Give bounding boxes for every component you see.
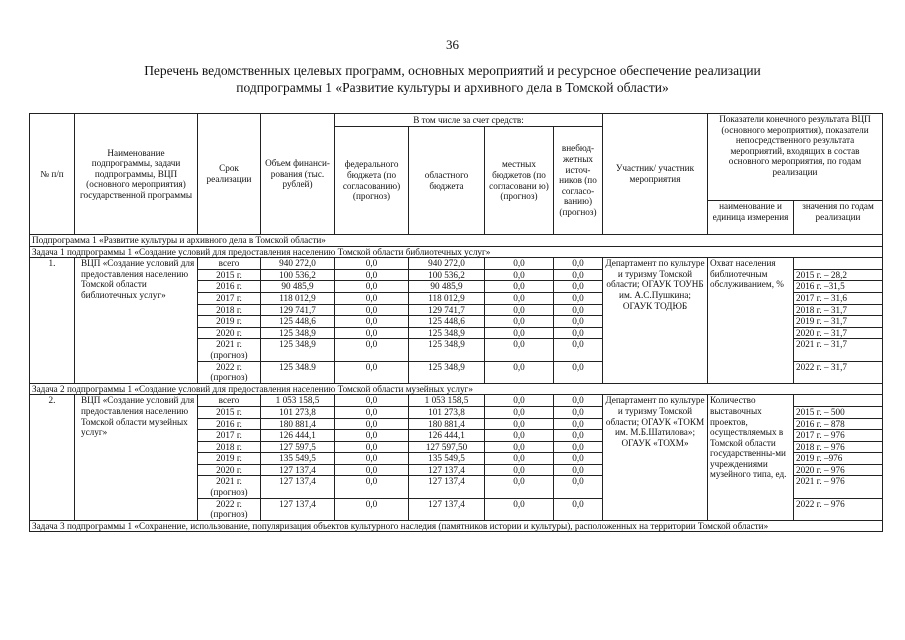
cell-federal: 0,0 — [335, 258, 409, 270]
cell-extra: 0,0 — [554, 418, 603, 430]
cell-regional: 125 348,9 — [409, 339, 485, 361]
cell-term: всего — [198, 258, 261, 270]
cell-term: 2020 г. — [198, 327, 261, 339]
cell-federal: 0,0 — [335, 269, 409, 281]
program1-indicator: Охват населения библиотечным обслуживанием, % — [708, 258, 794, 384]
cell-regional: 125 348,9 — [409, 361, 485, 383]
cell-regional: 127 597,50 — [409, 441, 485, 453]
cell-value: 2020 г. – 976 — [794, 464, 883, 476]
cell-local: 0,0 — [485, 339, 554, 361]
cell-regional: 127 137,4 — [409, 476, 485, 498]
cell-value: 2021 г. – 31,7 — [794, 339, 883, 361]
cell-regional: 125 348,9 — [409, 327, 485, 339]
cell-federal: 0,0 — [335, 464, 409, 476]
cell-term: 2021 г. (прогноз) — [198, 476, 261, 498]
cell-federal: 0,0 — [335, 395, 409, 407]
program2-name: ВЦП «Создание условий для предоставления населению Томской области музейных услуг» — [75, 395, 198, 521]
cell-local: 0,0 — [485, 361, 554, 383]
table-row — [30, 258, 883, 270]
cell-volume: 1 053 158,5 — [261, 395, 335, 407]
cell-volume: 127 137,4 — [261, 498, 335, 520]
cell-value: 2015 г. – 28,2 — [794, 269, 883, 281]
cell-federal: 0,0 — [335, 327, 409, 339]
cell-term: 2022 г. (прогноз) — [198, 498, 261, 520]
cell-value: 2022 г. – 976 — [794, 498, 883, 520]
cell-volume: 125 348,9 — [261, 339, 335, 361]
document-title — [60, 62, 845, 96]
cell-local: 0,0 — [485, 464, 554, 476]
cell-extra: 0,0 — [554, 395, 603, 407]
task-3-row: Задача 3 подпрограммы 1 «Сохранение, использование, популяризация объектов культурного наследия (памятников истории и культуры), расположенных на территории Томской области» — [30, 520, 883, 532]
header-extra: внебюд-жетных источ-ников (по согласо-ванию) (прогноз) — [554, 127, 603, 235]
cell-regional: 100 536,2 — [409, 269, 485, 281]
cell-value — [794, 395, 883, 407]
program2-indicator: Количество выставочных проектов, осуществляемых в Томской области государственны-ми учреждениями музейного типа, ед. — [708, 395, 794, 521]
header-num: № п/п — [30, 114, 75, 235]
cell-local: 0,0 — [485, 327, 554, 339]
cell-federal: 0,0 — [335, 406, 409, 418]
cell-local: 0,0 — [485, 304, 554, 316]
cell-value: 2017 г. – 31,6 — [794, 292, 883, 304]
cell-federal: 0,0 — [335, 339, 409, 361]
cell-federal: 0,0 — [335, 430, 409, 442]
cell-federal: 0,0 — [335, 304, 409, 316]
cell-local: 0,0 — [485, 292, 554, 304]
cell-term: 2022 г. (прогноз) — [198, 361, 261, 383]
program1-name: ВЦП «Создание условий для предоставления населению Томской области библиотечных услуг» — [75, 258, 198, 384]
cell-value: 2018 г. – 31,7 — [794, 304, 883, 316]
cell-local: 0,0 — [485, 395, 554, 407]
cell-extra: 0,0 — [554, 281, 603, 293]
cell-local: 0,0 — [485, 476, 554, 498]
cell-federal: 0,0 — [335, 418, 409, 430]
cell-value: 2019 г. –976 — [794, 453, 883, 465]
cell-term: 2019 г. — [198, 316, 261, 328]
title-line-2: подпрограммы 1 «Развитие культуры и архивного дела в Томской области» — [236, 80, 669, 95]
header-volume: Объем финанси-рования (тыс. рублей) — [261, 114, 335, 235]
header-ind-values: значения по годам реализации — [794, 201, 883, 235]
cell-term: 2018 г. — [198, 304, 261, 316]
cell-regional: 126 444,1 — [409, 430, 485, 442]
cell-federal: 0,0 — [335, 453, 409, 465]
cell-regional: 125 448,6 — [409, 316, 485, 328]
cell-federal: 0,0 — [335, 292, 409, 304]
cell-volume: 127 137,4 — [261, 476, 335, 498]
cell-regional: 940 272,0 — [409, 258, 485, 270]
cell-extra: 0,0 — [554, 316, 603, 328]
cell-value: 2017 г. – 976 — [794, 430, 883, 442]
subprogram-row: Подпрограмма 1 «Развитие культуры и архивного дела в Томской области» — [30, 235, 883, 247]
cell-regional: 101 273,8 — [409, 406, 485, 418]
header-incl: В том числе за счет средств: — [335, 114, 603, 127]
cell-volume: 118 012,9 — [261, 292, 335, 304]
cell-term: 2021 г. (прогноз) — [198, 339, 261, 361]
cell-extra: 0,0 — [554, 258, 603, 270]
cell-volume: 126 444,1 — [261, 430, 335, 442]
cell-local: 0,0 — [485, 430, 554, 442]
cell-volume: 125 448,6 — [261, 316, 335, 328]
cell-local: 0,0 — [485, 406, 554, 418]
header-federal: федерального бюджета (по согласованию) (прогноз) — [335, 127, 409, 235]
cell-extra: 0,0 — [554, 339, 603, 361]
cell-extra: 0,0 — [554, 498, 603, 520]
cell-term: 2018 г. — [198, 441, 261, 453]
cell-extra: 0,0 — [554, 327, 603, 339]
cell-value: 2022 г. – 31,7 — [794, 361, 883, 383]
cell-extra: 0,0 — [554, 361, 603, 383]
cell-federal: 0,0 — [335, 476, 409, 498]
cell-extra: 0,0 — [554, 269, 603, 281]
page-number: 36 — [446, 37, 459, 52]
cell-volume: 90 485,9 — [261, 281, 335, 293]
program1-num: 1. — [30, 258, 75, 384]
cell-value: 2016 г. –31,5 — [794, 281, 883, 293]
cell-extra: 0,0 — [554, 441, 603, 453]
cell-local: 0,0 — [485, 269, 554, 281]
cell-extra: 0,0 — [554, 430, 603, 442]
cell-extra: 0,0 — [554, 476, 603, 498]
cell-local: 0,0 — [485, 281, 554, 293]
cell-extra: 0,0 — [554, 304, 603, 316]
cell-value — [794, 258, 883, 270]
cell-term: 2017 г. — [198, 430, 261, 442]
task-2-row: Задача 2 подпрограммы 1 «Создание условий для предоставления населению Томской области музейных услуг» — [30, 383, 883, 395]
header-name: Наименование подпрограммы, задачи подпрограммы, ВЦП (основного мероприятия) государственной программы — [75, 114, 198, 235]
cell-volume: 135 549,5 — [261, 453, 335, 465]
cell-regional: 127 137,4 — [409, 498, 485, 520]
cell-extra: 0,0 — [554, 453, 603, 465]
cell-local: 0,0 — [485, 258, 554, 270]
cell-regional: 129 741,7 — [409, 304, 485, 316]
cell-local: 0,0 — [485, 498, 554, 520]
cell-federal: 0,0 — [335, 361, 409, 383]
cell-value: 2019 г. – 31,7 — [794, 316, 883, 328]
cell-value: 2016 г. – 878 — [794, 418, 883, 430]
cell-term: 2015 г. — [198, 269, 261, 281]
cell-term: 2020 г. — [198, 464, 261, 476]
cell-regional: 180 881,4 — [409, 418, 485, 430]
program1-participant: Департамент по культуре и туризму Томской области; ОГАУК ТОУНБ им. А.С.Пушкина; ОГАУК ТОДЮБ — [603, 258, 708, 384]
cell-extra: 0,0 — [554, 406, 603, 418]
table-row — [30, 395, 883, 407]
cell-volume: 180 881,4 — [261, 418, 335, 430]
cell-volume: 100 536,2 — [261, 269, 335, 281]
cell-volume: 101 273,8 — [261, 406, 335, 418]
cell-local: 0,0 — [485, 453, 554, 465]
cell-federal: 0,0 — [335, 316, 409, 328]
cell-term: 2015 г. — [198, 406, 261, 418]
cell-value: 2021 г. – 976 — [794, 476, 883, 498]
cell-local: 0,0 — [485, 316, 554, 328]
cell-extra: 0,0 — [554, 464, 603, 476]
cell-term: 2019 г. — [198, 453, 261, 465]
cell-term: 2016 г. — [198, 281, 261, 293]
cell-volume: 940 272,0 — [261, 258, 335, 270]
program2-participant: Департамент по культуре и туризму Томской области; ОГАУК «ТОКМ им. М.Б.Шатилова»; ОГАУК «ТОХМ» — [603, 395, 708, 521]
cell-federal: 0,0 — [335, 441, 409, 453]
cell-value: 2020 г. – 31,7 — [794, 327, 883, 339]
cell-term: 2017 г. — [198, 292, 261, 304]
cell-local: 0,0 — [485, 418, 554, 430]
header-participant: Участник/ участник мероприятия — [603, 114, 708, 235]
cell-regional: 127 137,4 — [409, 464, 485, 476]
cell-federal: 0,0 — [335, 498, 409, 520]
cell-regional: 135 549,5 — [409, 453, 485, 465]
header-regional: областного бюджета — [409, 127, 485, 235]
program2-num: 2. — [30, 395, 75, 521]
cell-regional: 118 012,9 — [409, 292, 485, 304]
cell-value: 2018 г. – 976 — [794, 441, 883, 453]
cell-regional: 1 053 158,5 — [409, 395, 485, 407]
title-line-1: Перечень ведомственных целевых программ, основных мероприятий и ресурсное обеспечение реализации — [144, 63, 761, 78]
task-1-row: Задача 1 подпрограммы 1 «Создание условий для предоставления населению Томской области библиотечных услуг» — [30, 246, 883, 258]
header-ind-name: наименование и единица измерения — [708, 201, 794, 235]
cell-federal: 0,0 — [335, 281, 409, 293]
program-table — [29, 113, 883, 532]
cell-volume: 125 348,9 — [261, 327, 335, 339]
header-local: местных бюджетов (по согласовани ю) (прогноз) — [485, 127, 554, 235]
header-term: Срок реализации — [198, 114, 261, 235]
cell-term: всего — [198, 395, 261, 407]
header-indicators: Показатели конечного результата ВЦП (основного мероприятия), показатели непосредственного результата мероприятий, входящих в состав основного мероприятия, по годам реализации — [708, 114, 883, 201]
cell-volume: 125 348.9 — [261, 361, 335, 383]
cell-value: 2015 г. – 500 — [794, 406, 883, 418]
cell-local: 0,0 — [485, 441, 554, 453]
cell-volume: 127 597,5 — [261, 441, 335, 453]
cell-regional: 90 485,9 — [409, 281, 485, 293]
cell-volume: 127 137,4 — [261, 464, 335, 476]
cell-term: 2016 г. — [198, 418, 261, 430]
cell-extra: 0,0 — [554, 292, 603, 304]
cell-volume: 129 741,7 — [261, 304, 335, 316]
